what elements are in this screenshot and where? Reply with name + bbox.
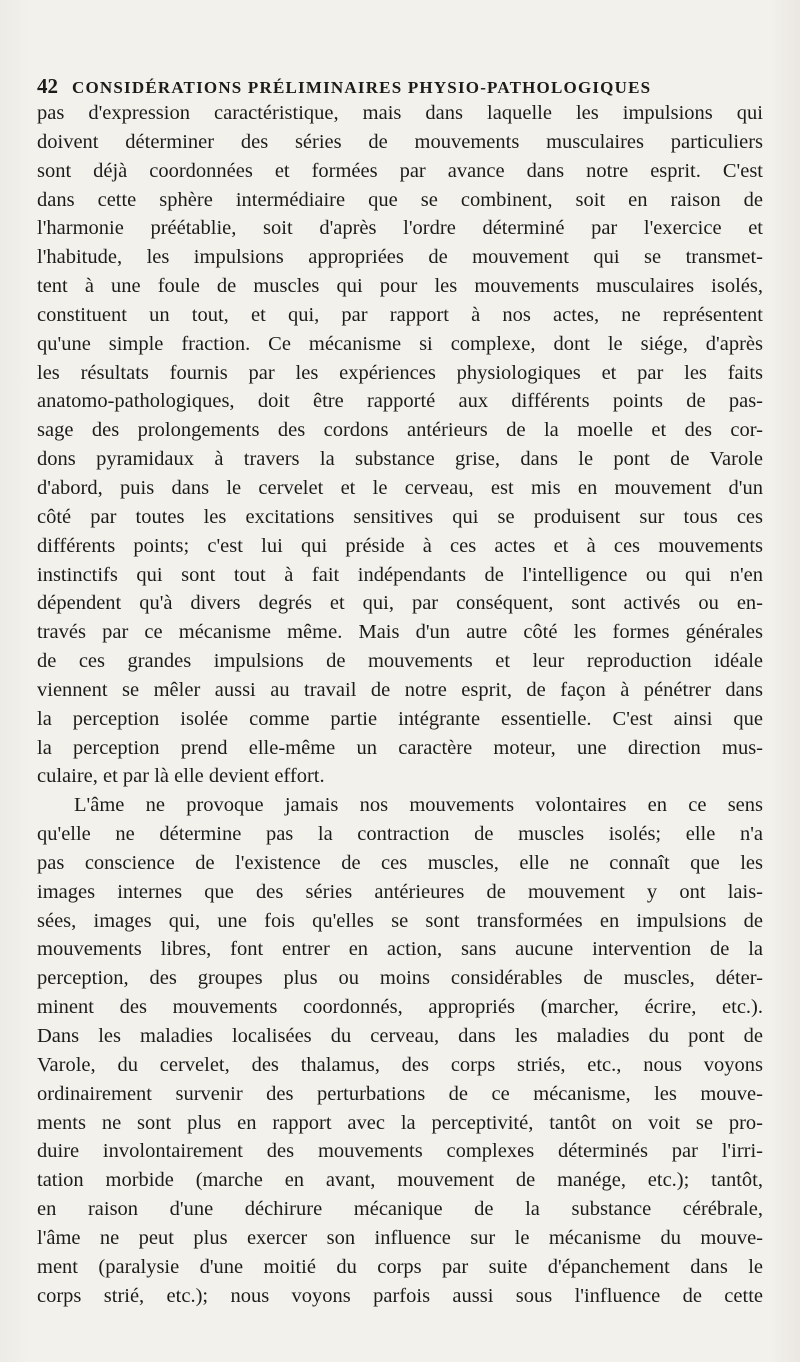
text-line: Varole, du cervelet, des thalamus, des corps striés, etc., nous voyons <box>37 1053 763 1076</box>
text-line: anatomo-pathologiques, doit être rapporté aux différents points de pas- <box>37 390 763 413</box>
text-line: pas d'expression caractéristique, mais dans laquelle les impulsions qui <box>37 102 763 124</box>
text-line: corps strié, etc.); nous voyons parfois aussi sous l'influence de cette <box>37 1284 763 1307</box>
text-line: l'âme ne peut plus exercer son influence sur le mécanisme du mouve- <box>37 1226 763 1249</box>
text-line: instinctifs qui sont tout à fait indépendants de l'intelligence ou qui n'en <box>37 563 763 586</box>
text-line: en raison d'une déchirure mécanique de la substance cérébrale, <box>37 1198 763 1221</box>
body-text <box>37 99 763 1310</box>
text-line: d'abord, puis dans le cervelet et le cerveau, est mis en mouvement d'un <box>37 476 763 499</box>
text-line: sage des prolongements des cordons antérieurs de la moelle et des cor- <box>37 419 763 442</box>
text-line: culaire, et par là elle devient effort. <box>37 765 325 788</box>
text-line: Dans les maladies localisées du cerveau, dans les maladies du pont de <box>37 1025 763 1047</box>
text-line: l'habitude, les impulsions appropriées de mouvement qui se transmet- <box>37 246 763 269</box>
text-line: doivent déterminer des séries de mouvements musculaires particuliers <box>37 130 763 153</box>
text-line: la perception isolée comme partie intégrante essentielle. C'est ainsi que <box>37 707 763 730</box>
text-line: dons pyramidaux à travers la substance grise, dans le pont de Varole <box>37 448 763 471</box>
text-line: viennent se mêler aussi au travail de notre esprit, de façon à pénétrer dans <box>37 678 763 701</box>
text-line: dépendent qu'à divers degrés et qui, par conséquent, sont activés ou en- <box>37 592 763 615</box>
text-line: mouvements libres, font entrer en action, sans aucune intervention de la <box>37 938 763 961</box>
text-line: ments ne sont plus en rapport avec la perceptivité, tantôt on voit se pro- <box>37 1111 763 1134</box>
text-line: perception, des groupes plus ou moins considérables de muscles, déter- <box>37 967 763 990</box>
page-number: 42 <box>37 74 58 98</box>
text-line: L'âme ne provoque jamais nos mouvements volontaires en ce sens <box>74 794 763 817</box>
text-line: minent des mouvements coordonnés, appropriés (marcher, écrire, etc.). <box>37 996 763 1019</box>
text-line: pas conscience de l'existence de ces muscles, elle ne connaît que les <box>37 851 763 874</box>
text-line: sont déjà coordonnées et formées par avance dans notre esprit. C'est <box>37 159 763 182</box>
text-line: tent à une foule de muscles qui pour les mouvements musculaires isolés, <box>37 275 763 298</box>
text-line: sées, images qui, une fois qu'elles se sont transformées en impulsions de <box>37 909 763 932</box>
text-line: través par ce mécanisme même. Mais d'un autre côté les formes générales <box>37 621 763 644</box>
text-line: duire involontairement des mouvements complexes déterminés par l'irri- <box>37 1140 763 1163</box>
text-line: la perception prend elle-même un caractère moteur, une direction mus- <box>37 736 763 759</box>
page-header <box>37 74 777 99</box>
running-head: CONSIDÉRATIONS PRÉLIMINAIRES PHYSIO-PATHOLOGIQUES <box>72 78 652 97</box>
text-line: images internes que des séries antérieures de mouvement y ont lais- <box>37 880 763 903</box>
text-line: l'harmonie préétablie, soit d'après l'ordre déterminé par l'exercice et <box>37 217 763 240</box>
text-line: constituent un tout, et qui, par rapport à nos actes, ne représentent <box>37 303 763 326</box>
text-line: ment (paralysie d'une moitié du corps par suite d'épanchement dans le <box>37 1255 763 1278</box>
text-line: les résultats fournis par les expériences physiologiques et par les faits <box>37 361 763 384</box>
text-line: qu'elle ne détermine pas la contraction de muscles isolés; elle n'a <box>37 823 763 846</box>
text-line: ordinairement survenir des perturbations de ce mécanisme, les mouve- <box>37 1082 763 1105</box>
text-line: tation morbide (marche en avant, mouvement de manége, etc.); tantôt, <box>37 1169 763 1192</box>
text-line: différents points; c'est lui qui préside à ces actes et à ces mouvements <box>37 534 763 557</box>
text-line: qu'une simple fraction. Ce mécanisme si complexe, dont le siége, d'après <box>37 332 763 355</box>
text-line: de ces grandes impulsions de mouvements et leur reproduction idéale <box>37 650 763 673</box>
text-line: côté par toutes les excitations sensitives qui se produisent sur tous ces <box>37 505 763 528</box>
text-line: dans cette sphère intermédiaire que se combinent, soit en raison de <box>37 188 763 211</box>
